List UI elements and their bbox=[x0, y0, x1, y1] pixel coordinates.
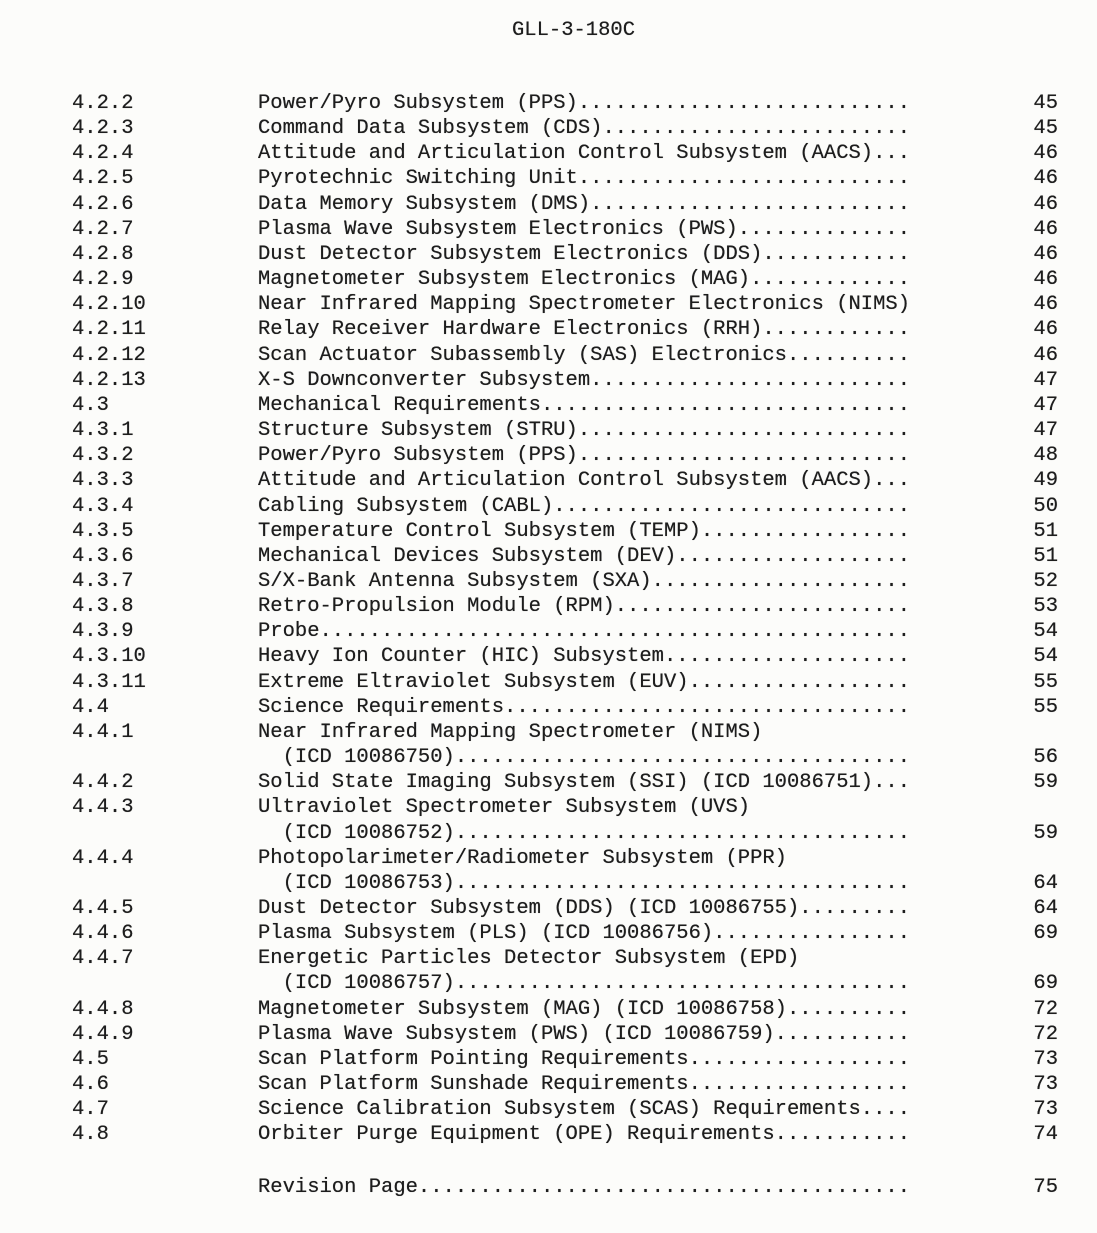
toc-entry-line bbox=[72, 292, 1058, 317]
toc-entry-line bbox=[72, 418, 1058, 443]
entry-title: Structure Subsystem (STRU)........................... bbox=[258, 419, 910, 443]
toc-entry-line bbox=[72, 267, 1058, 292]
section-number: 4.4.3 bbox=[72, 796, 134, 820]
section-number bbox=[72, 821, 258, 846]
entry-title: Revision Page........................................ bbox=[258, 1175, 910, 1199]
page-number: 69 bbox=[1033, 972, 1058, 996]
section-number: 4.6 bbox=[72, 1073, 109, 1097]
toc-entry-line bbox=[72, 846, 1058, 871]
entry-title: Magnetometer Subsystem Electronics (MAG)............. bbox=[258, 268, 910, 292]
entry-title: (ICD 10086752)..................................... bbox=[258, 821, 910, 845]
entry-title: Near Infrared Mapping Spectrometer (NIMS) bbox=[258, 720, 763, 744]
toc-entry-line bbox=[72, 217, 1058, 242]
entry-title: Heavy Ion Counter (HIC) Subsystem.................... bbox=[258, 645, 910, 669]
entry-title: Dust Detector Subsystem Electronics (DDS)............ bbox=[258, 242, 910, 266]
entry-title: Science Requirements................................. bbox=[258, 695, 910, 719]
entry-title: Solid State Imaging Subsystem (SSI) (ICD 10086751)... bbox=[258, 771, 910, 795]
entry-title: Plasma Wave Subsystem Electronics (PWS).............. bbox=[258, 217, 910, 241]
toc-entry-line bbox=[72, 720, 1058, 745]
entry-title: (ICD 10086757)..................................... bbox=[258, 972, 910, 996]
entry-title: (ICD 10086750)..................................... bbox=[258, 746, 910, 770]
toc-entry-line bbox=[72, 166, 1058, 191]
page-number bbox=[910, 720, 1058, 745]
entry-title: Command Data Subsystem (CDS)......................... bbox=[258, 117, 910, 141]
document-number: GLL-3-180C bbox=[512, 19, 636, 42]
section-number: 4.2.8 bbox=[72, 242, 134, 266]
page-number: 75 bbox=[1033, 1175, 1058, 1199]
entry-title: Orbiter Purge Equipment (OPE) Requirements........... bbox=[258, 1123, 910, 1147]
entry-title: Energetic Particles Detector Subsystem (EPD) bbox=[258, 947, 800, 971]
toc-entry-line bbox=[72, 896, 1058, 921]
section-number: 4.4.9 bbox=[72, 1022, 134, 1046]
toc-entry-line bbox=[72, 871, 1058, 896]
section-number: 4.4.7 bbox=[72, 947, 134, 971]
section-number: 4.3.5 bbox=[72, 519, 134, 543]
toc-entry-line bbox=[72, 997, 1058, 1022]
section-number: 4.3.2 bbox=[72, 444, 134, 468]
page-number: 64 bbox=[1033, 897, 1058, 920]
section-number: 4.3.10 bbox=[72, 645, 146, 669]
page-number: 73 bbox=[1033, 1098, 1058, 1122]
entry-title: Dust Detector Subsystem (DDS) (ICD 10086755)......... bbox=[258, 897, 910, 920]
section-number: 4.2.10 bbox=[72, 293, 146, 317]
entry-title: Pyrotechnic Switching Unit........................... bbox=[258, 167, 910, 191]
section-number: 4.3.1 bbox=[72, 419, 134, 443]
toc-entry-line bbox=[72, 494, 1058, 519]
toc-entry-line bbox=[72, 1072, 1058, 1097]
toc-entry-line bbox=[72, 192, 1058, 217]
section-number: 4.3.8 bbox=[72, 595, 134, 619]
entry-title: Attitude and Articulation Control Subsystem (AACS)... bbox=[258, 142, 910, 166]
entry-title: Plasma Subsystem (PLS) (ICD 10086756)................ bbox=[258, 922, 910, 946]
section-number: 4.7 bbox=[72, 1098, 109, 1122]
toc-entry-line bbox=[72, 1175, 1058, 1200]
toc-entry-line bbox=[72, 116, 1058, 141]
toc-entry-line bbox=[72, 594, 1058, 619]
page-number: 59 bbox=[1033, 771, 1058, 795]
page-number: 54 bbox=[1033, 620, 1058, 644]
section-number: 4.4.4 bbox=[72, 846, 134, 870]
table-of-contents bbox=[72, 91, 1058, 1200]
section-number: 4.3.9 bbox=[72, 620, 134, 644]
toc-entry-line bbox=[72, 393, 1058, 418]
page-number: 48 bbox=[1033, 444, 1058, 468]
toc-entry-line bbox=[72, 569, 1058, 594]
entry-title: Power/Pyro Subsystem (PPS)........................... bbox=[258, 444, 910, 468]
section-number: 4.4.6 bbox=[72, 922, 134, 946]
page-number: 53 bbox=[1033, 595, 1058, 619]
page-number: 56 bbox=[1033, 746, 1058, 770]
page-number: 59 bbox=[1033, 821, 1058, 845]
section-number: 4.3.6 bbox=[72, 544, 134, 568]
entry-title: S/X-Bank Antenna Subsystem (SXA)..................... bbox=[258, 569, 910, 593]
toc-entry-line bbox=[72, 468, 1058, 493]
page-number: 46 bbox=[1033, 343, 1058, 367]
page-number: 55 bbox=[1033, 695, 1058, 719]
page-number: 69 bbox=[1033, 922, 1058, 946]
entry-title: Magnetometer Subsystem (MAG) (ICD 10086758).......... bbox=[258, 997, 910, 1021]
section-number: 4.3.3 bbox=[72, 469, 134, 493]
toc-entry-line bbox=[72, 971, 1058, 996]
section-number: 4.4.2 bbox=[72, 771, 134, 795]
page-number: 46 bbox=[1033, 318, 1058, 342]
entry-title: Near Infrared Mapping Spectrometer Electronics (NIMS) bbox=[258, 293, 910, 317]
page-number: 45 bbox=[1033, 117, 1058, 141]
page-number: 46 bbox=[1033, 142, 1058, 166]
page-number: 72 bbox=[1033, 1022, 1058, 1046]
page-number: 49 bbox=[1033, 469, 1058, 493]
entry-title: Scan Platform Pointing Requirements.................. bbox=[258, 1047, 910, 1071]
section-number: 4.2.11 bbox=[72, 318, 146, 342]
entry-title: Scan Platform Sunshade Requirements.................. bbox=[258, 1073, 910, 1097]
toc-entry-line bbox=[72, 343, 1058, 368]
section-number: 4.3.4 bbox=[72, 494, 134, 518]
page-number: 74 bbox=[1033, 1123, 1058, 1147]
page-number: 46 bbox=[1033, 293, 1058, 317]
toc-entry-line bbox=[72, 670, 1058, 695]
page-number bbox=[910, 946, 1058, 971]
section-number: 4.3 bbox=[72, 393, 109, 417]
section-number: 4.4.5 bbox=[72, 897, 134, 920]
page-number: 46 bbox=[1033, 192, 1058, 216]
page-number: 47 bbox=[1033, 393, 1058, 417]
page-number: 46 bbox=[1033, 217, 1058, 241]
page-number: 47 bbox=[1033, 419, 1058, 443]
entry-title: Power/Pyro Subsystem (PPS)........................... bbox=[258, 92, 910, 115]
entry-title: Plasma Wave Subsystem (PWS) (ICD 10086759)........... bbox=[258, 1022, 910, 1046]
toc-entry-line bbox=[72, 443, 1058, 468]
section-number bbox=[72, 745, 258, 770]
section-number: 4.2.7 bbox=[72, 217, 134, 241]
entry-title: Extreme Eltraviolet Subsystem (EUV).................. bbox=[258, 670, 910, 694]
entry-title: Science Calibration Subsystem (SCAS) Requirements.... bbox=[258, 1098, 910, 1122]
section-number: 4.5 bbox=[72, 1047, 109, 1071]
page-number: 72 bbox=[1033, 997, 1058, 1021]
section-number: 4.3.7 bbox=[72, 569, 134, 593]
section-number bbox=[72, 871, 258, 896]
toc-entry-line bbox=[72, 91, 1058, 116]
toc-entry-line bbox=[72, 921, 1058, 946]
toc-entry-line bbox=[72, 946, 1058, 971]
section-number: 4.4.8 bbox=[72, 997, 134, 1021]
section-number: 4.2.6 bbox=[72, 192, 134, 216]
section-number: 4.2.4 bbox=[72, 142, 134, 166]
page-number: 50 bbox=[1033, 494, 1058, 518]
section-number: 4.2.5 bbox=[72, 167, 134, 191]
entry-title: Attitude and Articulation Control Subsystem (AACS)... bbox=[258, 469, 910, 493]
entry-title: Data Memory Subsystem (DMS).......................... bbox=[258, 192, 910, 216]
section-number: 4.3.11 bbox=[72, 670, 146, 694]
toc-entry-line bbox=[72, 141, 1058, 166]
toc-entry-line bbox=[72, 821, 1058, 846]
entry-title: Photopolarimeter/Radiometer Subsystem (PPR) bbox=[258, 846, 787, 870]
entry-title: Ultraviolet Spectrometer Subsystem (UVS) bbox=[258, 796, 751, 820]
toc-entry-line bbox=[72, 770, 1058, 795]
toc-entry-line bbox=[72, 695, 1058, 720]
section-number: 4.2.13 bbox=[72, 368, 146, 392]
toc-entry-line bbox=[72, 1097, 1058, 1122]
toc-entry-line bbox=[72, 745, 1058, 770]
section-number: 4.2.2 bbox=[72, 92, 134, 115]
toc-entry-line bbox=[72, 1022, 1058, 1047]
entry-title: X-S Downconverter Subsystem.......................... bbox=[258, 368, 910, 392]
entry-title: Temperature Control Subsystem (TEMP)................. bbox=[258, 519, 910, 543]
entry-title: Mechanical Devices Subsystem (DEV)................... bbox=[258, 544, 910, 568]
page-number: 54 bbox=[1033, 645, 1058, 669]
page-number bbox=[910, 795, 1058, 820]
section-number: 4.2.9 bbox=[72, 268, 134, 292]
page-number: 46 bbox=[1033, 242, 1058, 266]
section-number: 4.2.3 bbox=[72, 117, 134, 141]
entry-title: Retro-Propulsion Module (RPM)........................ bbox=[258, 595, 910, 619]
entry-title: Scan Actuator Subassembly (SAS) Electronics.......... bbox=[258, 343, 910, 367]
section-number bbox=[72, 1175, 258, 1200]
page-number: 52 bbox=[1033, 569, 1058, 593]
entry-title: Relay Receiver Hardware Electronics (RRH)............ bbox=[258, 318, 910, 342]
entry-title: Probe................................................ bbox=[258, 620, 910, 644]
toc-entry-line bbox=[72, 519, 1058, 544]
toc-entry-line bbox=[72, 644, 1058, 669]
page-number: 55 bbox=[1033, 670, 1058, 694]
toc-entry-line bbox=[72, 544, 1058, 569]
page-number: 73 bbox=[1033, 1073, 1058, 1097]
section-number: 4.4.1 bbox=[72, 720, 134, 744]
page-number: 51 bbox=[1033, 519, 1058, 543]
section-number: 4.8 bbox=[72, 1123, 109, 1147]
page-number: 47 bbox=[1033, 368, 1058, 392]
toc-entry-line bbox=[72, 242, 1058, 267]
toc-entry-line bbox=[72, 317, 1058, 342]
page-number: 46 bbox=[1033, 167, 1058, 191]
section-number: 4.4 bbox=[72, 695, 109, 719]
entry-title: Cabling Subsystem (CABL)............................. bbox=[258, 494, 910, 518]
section-number: 4.2.12 bbox=[72, 343, 146, 367]
toc-entry-line bbox=[72, 368, 1058, 393]
toc-entry-line bbox=[72, 1047, 1058, 1072]
page-number: 51 bbox=[1033, 544, 1058, 568]
toc-entry-line bbox=[72, 619, 1058, 644]
toc-entry-line bbox=[72, 795, 1058, 820]
page-number: 46 bbox=[1033, 268, 1058, 292]
page-number: 45 bbox=[1033, 92, 1058, 115]
entry-title: (ICD 10086753)..................................... bbox=[258, 871, 910, 895]
page-number: 73 bbox=[1033, 1047, 1058, 1071]
section-number bbox=[72, 971, 258, 996]
entry-title: Mechanical Requirements.............................. bbox=[258, 393, 910, 417]
page-number: 64 bbox=[1033, 871, 1058, 895]
toc-entry-line bbox=[72, 1122, 1058, 1147]
page-number bbox=[910, 846, 1058, 871]
